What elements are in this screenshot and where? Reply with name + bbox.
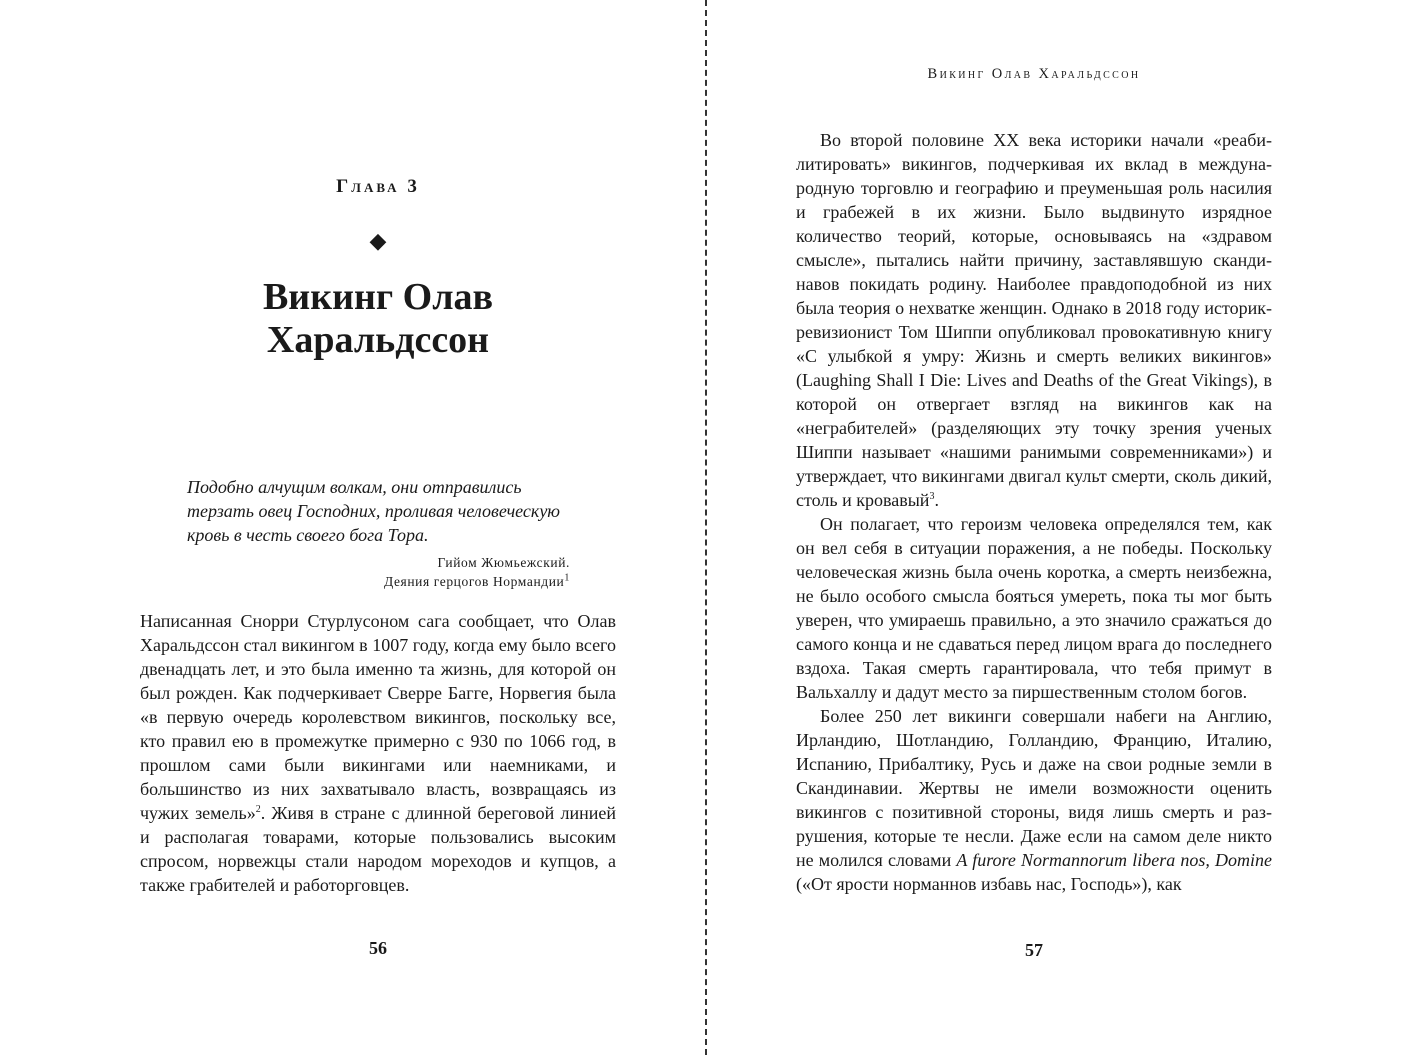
paragraph: Он полагает, что героизм человека определялся тем, как он вел себя в ситуации поражения, а не победы. Поскольку человеческая жизнь была очень коротка, а смерть неизбежна, не было особого смысла бояться умереть, пока ты мог быть уверен, что умираешь правильно, а это значило сражаться до самого конца и не сдаваться перед лицом врага до последнего вздоха. Такая смерть гарантировала, что тебя примут в Вальхаллу и дадут место за пиршественным столом богов.: [796, 514, 1272, 702]
right-body-text: [796, 128, 1272, 896]
paragraph: [796, 128, 1272, 512]
paragraph-text: Написанная Снорри Стурлусоном сага сообщает, что Олав Харальдссон стал викингом в 1007 году, когда ему было всего двенадцать лет, и это была именно та жизнь, для которой он был рожден. Как подчеркивает Сверре Багге, Норвегия была «в первую очередь королевством викингов, поскольку все, кто правил ею в промежутке примерно с 930 по 1066 год, в прошлом сами были викингами или наемниками, и большинство из них захватывало власть, возвращаясь из чужих земель»: [140, 611, 616, 823]
footnote-marker: 2: [255, 804, 261, 815]
paragraph-text: . Живя в стране с длинной береговой линией и располагая товарами, которые пользовались высоким спросом, норвежцы стали народом мореходов и купцов, а также грабителей и работорговцев.: [140, 803, 617, 895]
chapter-title: [140, 276, 616, 362]
paragraph-text: .: [934, 490, 939, 510]
epigraph-author: Гийом Жюмьежский.: [437, 555, 570, 570]
chapter-title-line-2: Харальдссон: [266, 319, 490, 361]
latin-phrase: A furore Normannorum libera nos, Domine: [956, 850, 1273, 870]
page-number: 57: [1025, 940, 1043, 960]
page-divider: [705, 0, 707, 1055]
paragraph: [796, 704, 1272, 896]
chapter-title-line-1: Викинг Олав: [262, 276, 494, 318]
epigraph-quote: Подобно алчущим волкам, они отправились терзать овец Господних, проливая человеческую кровь в честь своего бога Тора.: [187, 477, 560, 545]
page-number: 56: [369, 938, 387, 958]
right-page: [708, 0, 1410, 1055]
footnote-marker: 3: [929, 491, 935, 502]
paragraph-text: Более 250 лет викинги совершали набеги на Англию, Ирландию, Шотландию, Голландию, Францию, Италию, Испанию, Прибалтику, Русь и даже на свои родные земли в Скандинавии. Жертвы не имели возможности оценить викингов с позитивной стороны, видя лишь смерть и разрушения, которые те несли. Даже если на самом деле никто не молился словами: [796, 706, 1272, 870]
left-body-text: [140, 609, 616, 897]
epigraph-attribution: [187, 553, 570, 591]
paragraph: [140, 609, 616, 897]
paragraph-text: («От ярости норманнов избавь нас, Господь»), как: [796, 874, 1182, 894]
diamond-ornament-icon: ◆: [369, 228, 387, 253]
chapter-label: Глава 3: [336, 176, 420, 197]
epigraph-work: Деяния герцогов Нормандии: [383, 574, 565, 589]
footnote-marker: 1: [564, 572, 570, 584]
running-head: Викинг Олав Харальдссон: [927, 66, 1141, 82]
left-page: [0, 0, 704, 1055]
paragraph-text: Во второй половине XX века историки начали «реабилитировать» викингов, подчеркивая их вклад в международную торговлю и географию и преуменьшая роль насилия и грабежей в их жизни. Было выдвинуто изрядное количество теорий, которые, основываясь на «здравом смысле», пытались найти причину, заставлявшую скандинавов покидать родину. Наиболее правдоподобной из них была теория о нехватке женщин. Однако в 2018 году историк-ревизионист Том Шиппи опубликовал провокативную книгу «С улыбкой я умру: Жизнь и смерть великих викингов» (Laughing Shall I Die: Lives and Deaths of the Great Vikings), в которой он отвергает взгляд на викингов как на «неграбителей» (разделяющих эту точку зрения ученых Шиппи называет «нашими ранимыми современниками») и утверждает, что викингами двигал культ смерти, сколь дикий, столь и кровавый: [796, 130, 1272, 510]
